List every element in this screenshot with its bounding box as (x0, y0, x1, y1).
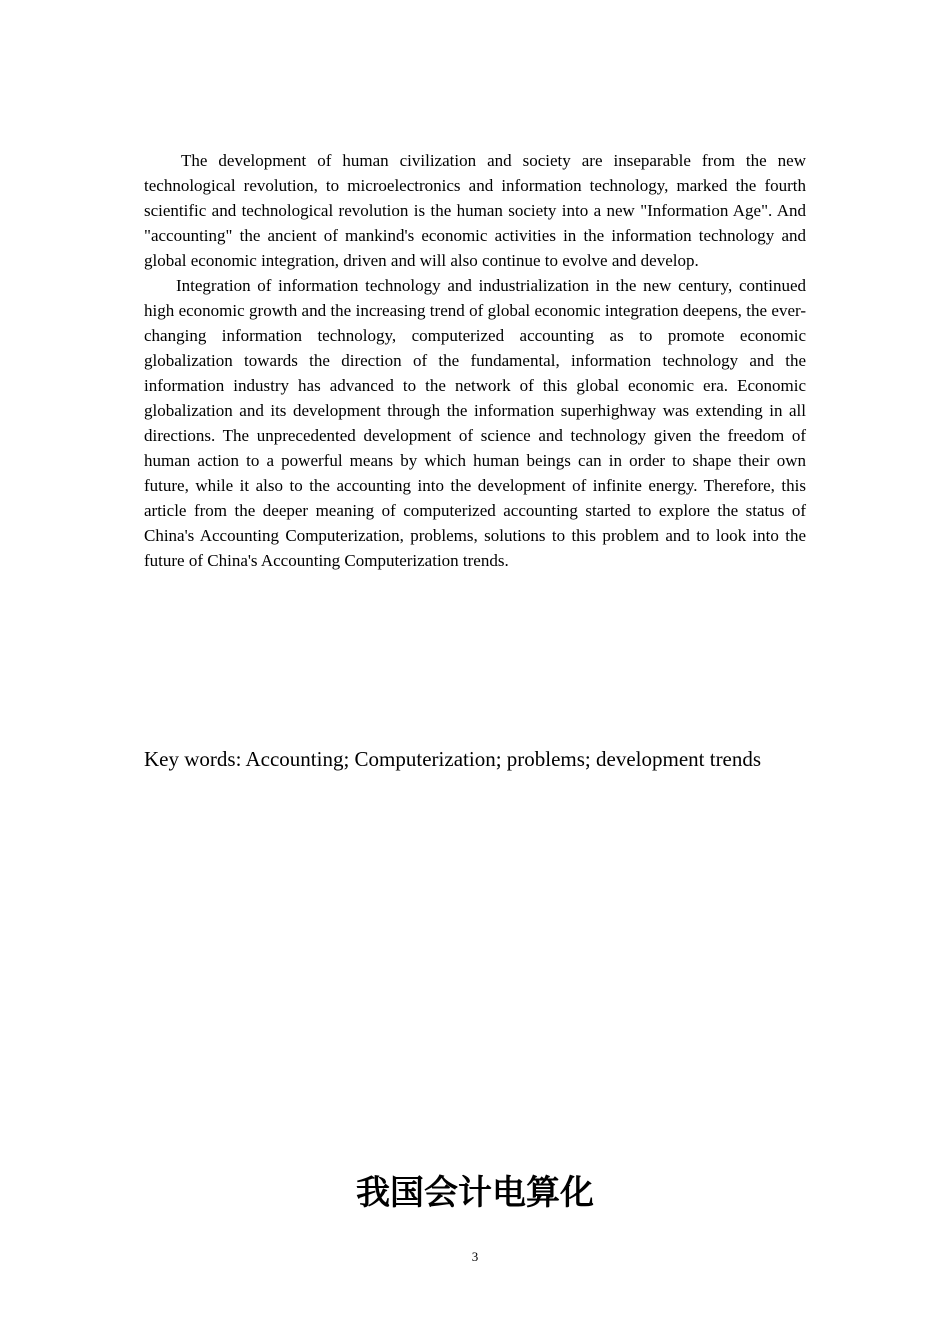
abstract-paragraph-1: The development of human civilization and society are inseparable from the new technological revolution, to microelectronics and information technology, marked the fourth scientific and technological revolution is the human society into a new "Information Age". And "accounting" the ancient of mankind's economic activities in the information technology and global economic integration, driven and will also continue to evolve and develop. (144, 151, 806, 270)
page-number: 3 (471, 1249, 479, 1264)
section-title: 我国会计电算化 (356, 1173, 594, 1213)
abstract-paragraph-2: Integration of information technology and industrialization in the new century, continued high economic growth and the increasing trend of global economic integration deepens, the ever-changing information technology, computerized accounting as to promote economic globalization towards the direction of the fundamental, information technology and the information industry has advanced to the network of this global economic era. Economic globalization and its development through the information superhighway was extending in all directions. The unprecedented development of science and technology given the freedom of human action to a powerful means by which human beings can in order to shape their own future, while it also to the accounting into the development of infinite energy. Therefore, this article from the deeper meaning of computerized accounting started to explore the status of China's Accounting Computerization, problems, solutions to this problem and to look into the future of China's Accounting Computerization trends. (144, 276, 806, 570)
keywords-line: Key words: Accounting; Computerization; problems; development trends (144, 747, 762, 771)
abstract-body (144, 148, 806, 573)
